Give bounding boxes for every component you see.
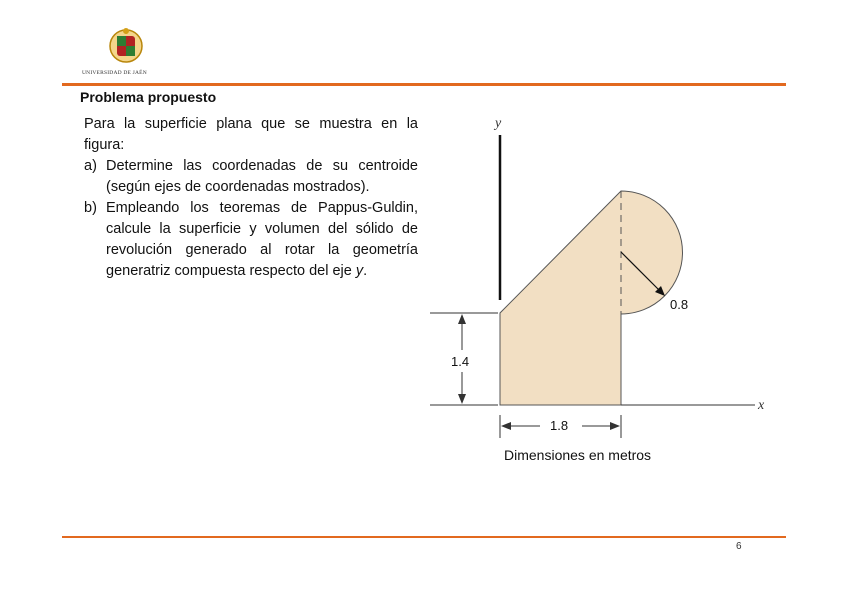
problem-intro: Para la superficie plana que se muestra en la figura: (84, 116, 418, 153)
footer-divider (62, 536, 786, 538)
width-arrowhead-right (610, 422, 620, 430)
page-number: 6 (736, 541, 742, 552)
university-seal-logo (96, 26, 156, 76)
y-axis-label: y (495, 116, 502, 131)
height-arrowhead-bottom (458, 394, 466, 404)
problem-item-a (84, 156, 418, 198)
item-label: b) (84, 200, 97, 216)
problem-statement (84, 114, 418, 282)
composite-shape (500, 191, 683, 405)
figure-caption: Dimensiones en metros (504, 447, 652, 463)
width-arrowhead-left (501, 422, 511, 430)
item-text: Empleando los teoremas de Pappus-Guldin, calcule la superficie y volumen del sólido de revolución generado al rotar la geometría generatriz compuesta respecto del eje (106, 200, 418, 279)
header-divider (62, 83, 786, 86)
slide-title: Problema propuesto (80, 89, 217, 105)
width-label: 1.8 (550, 418, 569, 433)
item-text: Determine las coordenadas de su centroide (según ejes de coordenadas mostrados). (106, 158, 418, 195)
height-arrowhead-top (458, 314, 466, 324)
item-label: a) (84, 158, 97, 174)
problem-item-b (84, 198, 418, 282)
geometry-figure (420, 110, 780, 470)
x-axis-label: x (758, 398, 765, 413)
radius-label: 0.8 (670, 297, 689, 312)
logo-caption: UNIVERSIDAD DE JAÉN (82, 70, 147, 76)
axis-name: y (355, 263, 364, 279)
height-label: 1.4 (451, 354, 470, 369)
item-text-end: . (363, 263, 368, 279)
